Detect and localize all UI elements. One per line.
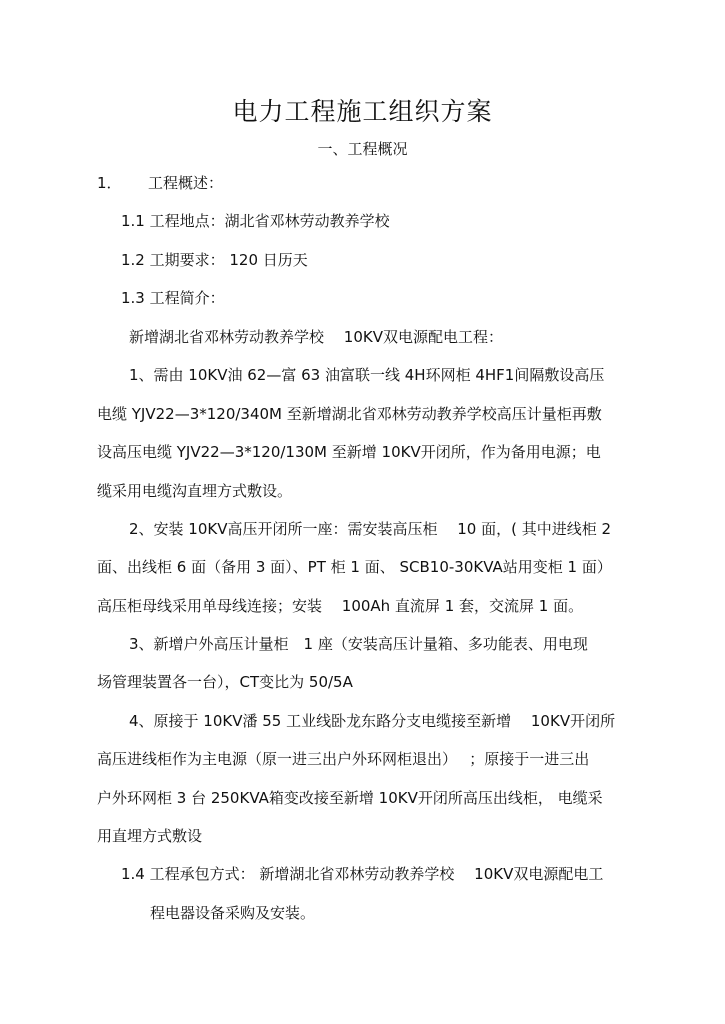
item-1-1: 1.1 工程地点：湖北省邓林劳动教养学校 xyxy=(121,212,390,230)
paragraph-1-line: 电缆 YJV22—3*120/340M 至新增湖北省邓林劳动教养学校高压计量柜再敷 xyxy=(97,405,602,423)
paragraph-2-line: 面、出线柜 6 面（备用 3 面）、PT 柜 1 面、 SCB10-30KVA站用变柜 1 面） xyxy=(97,558,612,576)
paragraph-1-line: 1、需由 10KV油 62—富 63 油富联一线 4H环网柜 4HF1间隔敷设高压 xyxy=(129,366,605,384)
paragraph-4-line: 户外环网柜 3 台 250KVA箱变改接至新增 10KV开闭所高压出线柜， 电缆采 xyxy=(97,789,603,807)
document-title: 电力工程施工组织方案 xyxy=(232,97,493,126)
item-1-2: 1.2 工期要求： 120 日历天 xyxy=(121,251,308,269)
paragraph-2-line: 高压柜母线采用单母线连接；安装 100Ah 直流屏 1 套，交流屏 1 面。 xyxy=(97,597,584,615)
paragraph-4-line: 用直埋方式敷设 xyxy=(97,827,203,845)
item-1-number: 1． xyxy=(97,174,122,192)
project-intro: 新增湖北省邓林劳动教养学校 10KV双电源配电工程： xyxy=(129,328,503,346)
paragraph-3-line: 3、新增户外高压计量柜 1 座（安装高压计量箱、多功能表、用电现 xyxy=(129,635,588,653)
paragraph-4-line: 高压进线柜作为主电源（原一进三出户外环网柜退出） ；原接于一进三出 xyxy=(97,750,590,768)
item-1-3: 1.3 工程简介： xyxy=(121,289,225,307)
item-1-4-line: 程电器设备采购及安装。 xyxy=(150,904,316,922)
paragraph-2-line: 2、安装 10KV高压开闭所一座：需安装高压柜 10 面，( 其中进线柜 2 xyxy=(129,520,612,538)
paragraph-3-line: 场管理装置各一台），CT变比为 50/5A xyxy=(97,673,353,691)
item-1-4-line: 1.4 工程承包方式： 新增湖北省邓林劳动教养学校 10KV双电源配电工 xyxy=(121,865,604,883)
paragraph-4-line: 4、原接于 10KV潘 55 工业线卧龙东路分支电缆接至新增 10KV开闭所 xyxy=(129,712,616,730)
paragraph-1-line: 缆采用电缆沟直埋方式敷设。 xyxy=(97,482,293,500)
item-1-label: 工程概述： xyxy=(148,174,224,192)
paragraph-1-line: 设高压电缆 YJV22—3*120/130M 至新增 10KV开闭所，作为备用电源；电 xyxy=(97,443,601,461)
section-heading: 一、工程概况 xyxy=(317,140,408,158)
